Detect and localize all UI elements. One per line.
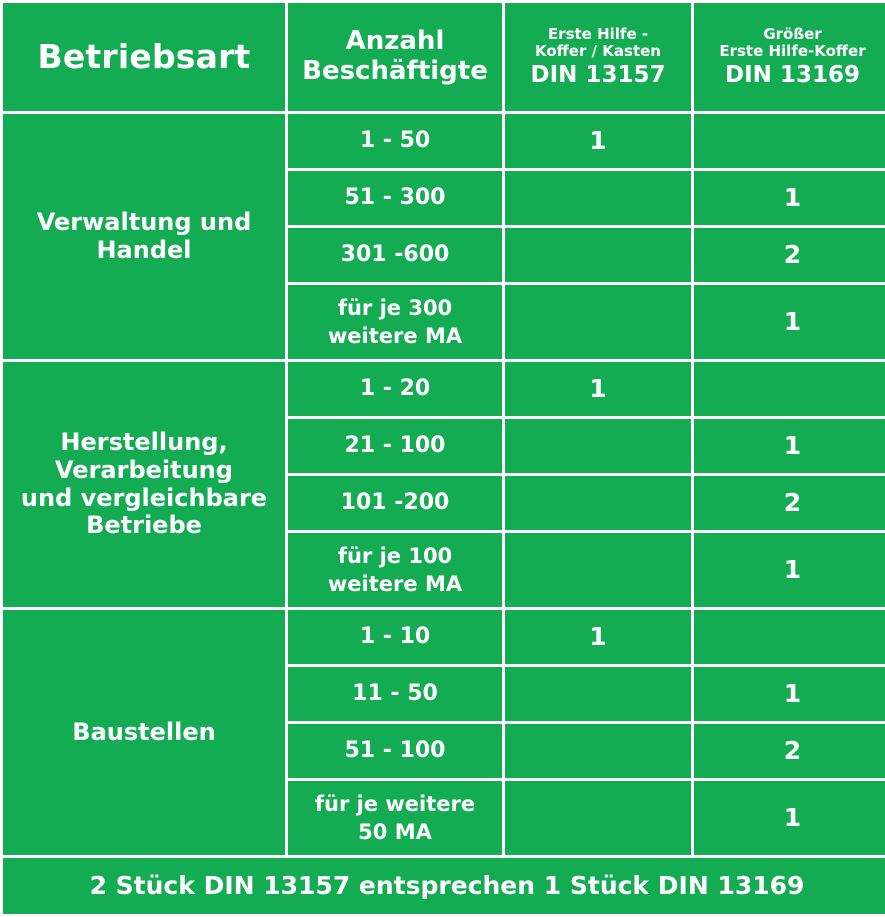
din13157-count bbox=[505, 724, 691, 778]
header-din13169-norm: DIN 13169 bbox=[725, 62, 860, 89]
range-cell: 51 - 100 bbox=[288, 724, 502, 778]
header-din13169-line1: Größer bbox=[763, 24, 822, 43]
range-line1: für je weitere bbox=[314, 791, 476, 816]
din13157-count bbox=[505, 171, 691, 225]
category-line1: Herstellung, bbox=[60, 428, 228, 457]
category-line1: Verwaltung und bbox=[36, 207, 252, 236]
category-baustellen: Baustellen bbox=[3, 610, 285, 855]
range-cell: 101 -200 bbox=[288, 476, 502, 530]
din13169-count bbox=[694, 362, 885, 416]
header-anzahl-line1: Anzahl bbox=[345, 26, 445, 57]
range-cell: 21 - 100 bbox=[288, 419, 502, 473]
range-cell: 1 - 10 bbox=[288, 610, 502, 664]
header-din13157-norm: DIN 13157 bbox=[530, 62, 666, 89]
din13169-count: 1 bbox=[694, 419, 885, 473]
din13169-count: 2 bbox=[694, 724, 885, 778]
din13157-count bbox=[505, 228, 691, 282]
din13169-count: 1 bbox=[694, 667, 885, 721]
range-cell bbox=[288, 781, 502, 855]
range-cell: 1 - 50 bbox=[288, 114, 502, 168]
header-din-13169 bbox=[694, 3, 885, 111]
range-line1: für je 300 bbox=[337, 295, 453, 320]
din13169-count bbox=[694, 114, 885, 168]
din13157-count bbox=[505, 419, 691, 473]
din13169-count: 1 bbox=[694, 781, 885, 855]
din13169-count bbox=[694, 610, 885, 664]
din13169-count: 1 bbox=[694, 171, 885, 225]
din13169-count: 2 bbox=[694, 476, 885, 530]
din13157-count: 1 bbox=[505, 114, 691, 168]
header-betriebsart: Betriebsart bbox=[3, 3, 285, 111]
range-cell: 1 - 20 bbox=[288, 362, 502, 416]
footer-note: 2 Stück DIN 13157 entsprechen 1 Stück DIN 13169 bbox=[3, 858, 885, 914]
din13157-count: 1 bbox=[505, 362, 691, 416]
header-anzahl-line2: Beschäftigte bbox=[302, 56, 488, 86]
table-footer-row bbox=[3, 858, 885, 914]
category-line2: Verarbeitung bbox=[55, 455, 233, 484]
range-line2: weitere MA bbox=[327, 572, 463, 596]
range-line1: für je 100 bbox=[337, 543, 453, 568]
range-line2: 50 MA bbox=[358, 820, 432, 844]
range-cell: 51 - 300 bbox=[288, 171, 502, 225]
din13157-count bbox=[505, 533, 691, 607]
range-cell: 301 -600 bbox=[288, 228, 502, 282]
header-din13157-line1: Erste Hilfe - bbox=[547, 24, 649, 43]
header-din13157-line2: Koffer / Kasten bbox=[534, 41, 661, 60]
table-row bbox=[3, 362, 885, 416]
din13157-count bbox=[505, 476, 691, 530]
table-row bbox=[3, 114, 885, 168]
category-herstellung-verarbeitung bbox=[3, 362, 285, 607]
category-line2: Handel bbox=[96, 235, 192, 264]
range-cell: 11 - 50 bbox=[288, 667, 502, 721]
range-cell bbox=[288, 533, 502, 607]
din13169-count: 1 bbox=[694, 285, 885, 359]
table-header-row bbox=[3, 3, 885, 111]
category-line3: und vergleichbare bbox=[20, 483, 268, 512]
header-anzahl-beschaeftigte bbox=[288, 3, 502, 111]
din13169-count: 1 bbox=[694, 533, 885, 607]
din13157-count: 1 bbox=[505, 610, 691, 664]
header-din13169-line2: Erste Hilfe-Koffer bbox=[719, 41, 866, 60]
table-row bbox=[3, 610, 885, 664]
din13157-count bbox=[505, 285, 691, 359]
range-cell bbox=[288, 285, 502, 359]
range-line2: weitere MA bbox=[327, 324, 463, 348]
header-din-13157 bbox=[505, 3, 691, 111]
category-line4: Betriebe bbox=[86, 511, 202, 540]
din13169-count: 2 bbox=[694, 228, 885, 282]
din13157-count bbox=[505, 667, 691, 721]
din13157-count bbox=[505, 781, 691, 855]
category-verwaltung-handel bbox=[3, 114, 285, 359]
